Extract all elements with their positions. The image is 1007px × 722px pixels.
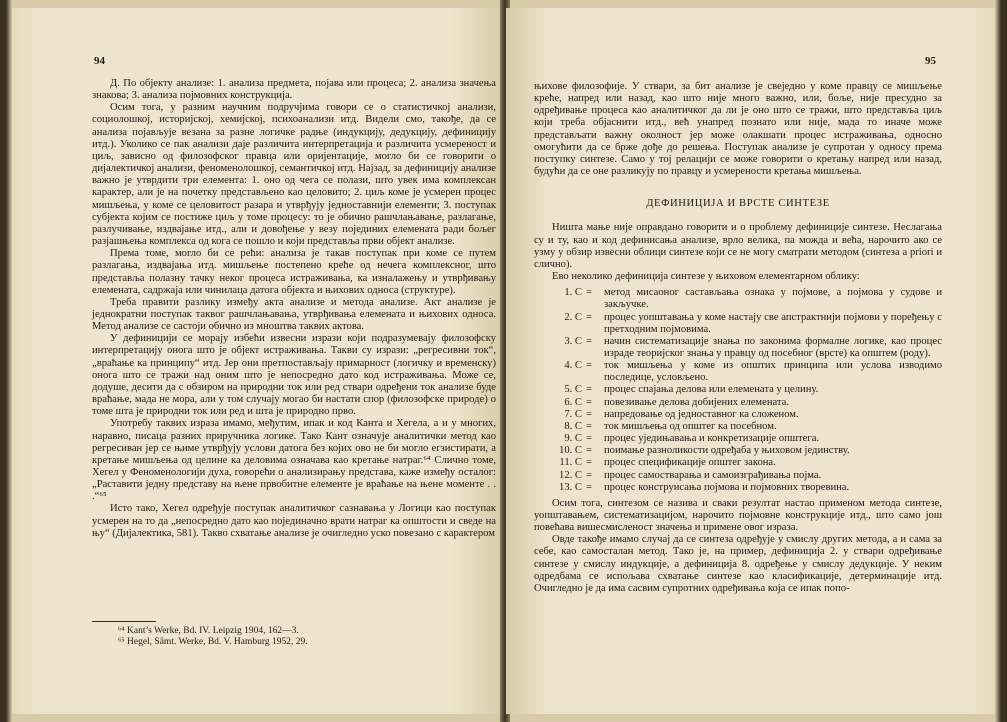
definition-number: 1. С bbox=[564, 287, 582, 299]
paragraph: Треба правити разлику између акта анализе и метода анализе. Акт анализе је једнократни поступак таквог рашчлањавања, утврђивања елемената и њихових односа. Метод анализе се састоји обично из мноштва таквих актова. bbox=[92, 296, 496, 333]
definition-text: процес спајања делова или елемената у целину. bbox=[604, 384, 819, 396]
paragraph: Употребу таквих израза имамо, међутим, ипак и код Канта и Хегела, а и у многих, наравно, писаца разних приручника логике. Тако Кант означује аналитички метод као регресиван јер се њиме утврђују услови датога без којих ово не би могло егзистирати, а кретање мишљења од целине ка деловима означава као кретање натраг.⁶⁴ Слично томе, Хегел у Феноменологији духа, говорећи о анализирању представа, каже између осталог: „Раставити једну представу на њене првобитне елементе је враћање на њене моменте . . .“⁶⁵ bbox=[92, 418, 496, 503]
definition-text: процес уједињавања и конкретизације општега. bbox=[604, 433, 820, 445]
equals-sign: = bbox=[586, 408, 592, 420]
equals-sign: = bbox=[586, 384, 592, 396]
left-page bbox=[12, 8, 504, 714]
definition-number: 3. С bbox=[564, 335, 582, 347]
definition-text: процес конструисања појмова и појмовних творевина. bbox=[604, 481, 850, 493]
definition-text: ток мишљења у коме из општих принципа или услова изводимо последице, условљено. bbox=[604, 360, 942, 384]
definition-text: ток мишљења од општег ка посебном. bbox=[604, 420, 777, 432]
definition-number: 12. С bbox=[559, 469, 582, 481]
definition-item bbox=[534, 384, 942, 396]
definition-text: напредовање од једноставног ка сложеном. bbox=[604, 408, 799, 420]
definition-text: начин систематизације знања по законима формалне логике, као процес израде теоријског знања у правцу од посебног (врсте) ка општем (роду). bbox=[604, 335, 942, 359]
equals-sign: = bbox=[586, 396, 592, 408]
paragraph: У дефиницији се морају избећи извесни изрази који подразумевају филозофску интерпретацију онога што је објект истраживања. Такви су изрази: „регресивни ток“, „враћање ка принципу“ итд. Јер они претпостављају примарност (логичку и временску) онога што се тражи над оним што је непосредно дато код истраживања. Може се, додуше, десити да с обзиром на природни ток или ред ствари одређени ток анализе буде враћање, мада не мора, али у том случају могао би настати спор (филозофске природе) о томе шта је природни ток или ред и шта је природно прво. bbox=[92, 333, 496, 418]
definition-item bbox=[534, 409, 942, 421]
definition-text: процес самостварања и самоизграђивања појма. bbox=[604, 469, 822, 481]
definition-item bbox=[534, 445, 942, 457]
definition-number: 6. С bbox=[564, 396, 582, 408]
equals-sign: = bbox=[586, 481, 592, 493]
paragraph: Ево неколико дефиниција синтезе у њиховом елементарном облику: bbox=[552, 271, 860, 283]
equals-sign: = bbox=[586, 469, 592, 481]
page-number-right: 95 bbox=[925, 55, 936, 67]
equals-sign: = bbox=[586, 457, 592, 469]
definition-number: 11. С bbox=[559, 457, 582, 469]
paragraph: њихове филозофије. У ствари, за бит анализе је свеједно у коме правцу се мишљење креће, напред или назад, као што није много важно, или, боље, није пресудно за одређивање процеса као аналитичког да ли је оно што се тражи, што представља циљ који треба објаснити итд., већ унапред познато или није, мада то иначе може представљати важну околност јер може олакшати процес истраживања, односно омогућити да се брже дође до решења. Поступак анализе је супротан у односу према поступку синтезе. Само у тој релацији се може говорити о кретању напред или назад, будући да се оне разликују по правцу и усмерености кретања мишљења. bbox=[534, 81, 942, 178]
definition-number: 5. С bbox=[564, 384, 582, 396]
paragraph: Овде такође имамо случај да се синтеза одређује у смислу других метода, а и сама за себе, као самосталан метод. Тако је, на пример, дефиниција 2. у ствари одређивање синтезе у смислу индукције, а дефиниција 8. одређење у смислу дедукције. У неким одредбама се испољава схватање синтезе као класификације, детерминације итд. Очигледно је да има сасвим супротних одређивања која се ипак попо- bbox=[534, 534, 942, 594]
definition-text: повезивање делова добијених елемената. bbox=[604, 396, 790, 408]
definition-item bbox=[534, 287, 942, 311]
paragraph: Д. По објекту анализе: 1. анализа предмета, појава или процеса; 2. анализа значења знакова; 3. анализа појмовних конструкција. bbox=[92, 78, 496, 102]
page-number-left: 94 bbox=[94, 55, 105, 67]
footnote: ⁶⁵ Hegel, Sämt. Werke, Bd. V. Hamburg 1952, 29. bbox=[118, 637, 308, 647]
definition-number: 8. С bbox=[564, 420, 582, 432]
definition-item bbox=[534, 433, 942, 445]
definition-number: 13. С bbox=[559, 481, 582, 493]
definition-item bbox=[534, 336, 942, 360]
equals-sign: = bbox=[586, 360, 592, 372]
footnote: ⁶⁴ Kant’s Werke, Bd. IV. Leipzig 1904, 162—3. bbox=[118, 626, 299, 636]
definition-number: 10. С bbox=[559, 445, 582, 457]
equals-sign: = bbox=[586, 433, 592, 445]
equals-sign: = bbox=[586, 445, 592, 457]
definition-text: метод мисаоног састављања ознака у појмове, а појмова у судове и закључке. bbox=[604, 287, 942, 311]
definition-item bbox=[534, 360, 942, 384]
definition-item bbox=[534, 457, 942, 469]
definition-number: 2. С bbox=[564, 311, 582, 323]
equals-sign: = bbox=[586, 311, 592, 323]
definitions-list bbox=[534, 287, 942, 494]
definition-text: поимање разноликости одређаба у њиховом јединству. bbox=[604, 445, 850, 457]
definition-item bbox=[534, 312, 942, 336]
right-page bbox=[506, 8, 995, 714]
equals-sign: = bbox=[586, 420, 592, 432]
paragraph: Осим тога, у разним научним подручјима говори се о статистичкој анализи, социолошкој, историјској, хемијској, психоанализи итд. Видели смо, такође, да се анализа појављује везана за разне логичке радње (индукцију, дедукцију, дефиницију итд.). Уколико се пак анализи даје различита интерпретација и различита усмереност и циљ, зависно од филозофског правца или оријентације, могло би се говорити о дијалектичкој анализи, феноменолошкој, семантичкој итд. Најзад, за дефиницију анализе важно је утврдити три елемента: 1. оно од чега се полази, што увек има комплексан карактер, али је на почетку представљено као целовито; 2. циљ коме је усмерен процес мишљења, у коме се целовитост разара и утврђују једноставнији елементи; 3. поступак субјекта којим се постиже циљ у томе процесу: то је обично рашчлањавање, разлагање, разлучивање, издвајање итд., али и довођење у везу појединих елемената ради бољег разјашњења комплекса од кога се пошло и који представља први објект анализе. bbox=[92, 102, 496, 248]
definition-number: 7. С bbox=[564, 408, 582, 420]
footnotes bbox=[92, 626, 496, 648]
left-page-body bbox=[92, 78, 496, 540]
definition-item bbox=[534, 482, 942, 494]
right-page-body bbox=[534, 81, 942, 595]
definition-text: процес уопштавања у коме настају све апстрактнији појмови у поређењу с претходним појмовима. bbox=[604, 311, 942, 335]
paragraph: Осим тога, синтезом се назива и сваки резултат настао применом метода синтезе, уопштавањем, систематизацијом, нарочито појмовне конструкције итд., што само још повећава вишесмисленост значења и примене овог израза. bbox=[534, 497, 942, 534]
definition-item bbox=[534, 470, 942, 482]
paragraph: Ништа мање није оправдано говорити и о проблему дефиниције синтезе. Неслагања су и ту, као и код дефинисања анализе, врло велика, па можда и већа, нарочито ако се узму у обзир извесни облици синтезе који се не могу сматрати методом (синтеза a priori и слично). bbox=[534, 222, 942, 270]
equals-sign: = bbox=[586, 287, 592, 299]
paragraph: Исто тако, Хегел одређује поступак аналитичког сазнавања у Логици као поступак усмерен на то да „непосредно дато као појединачно врати натраг ка општости и сведе на њу“ (Дијалектика, 581). Такво схватање анализе је очигледно уско повезано с карактером bbox=[92, 503, 496, 539]
equals-sign: = bbox=[586, 335, 592, 347]
footnote-rule bbox=[92, 621, 156, 622]
definition-number: 4. С bbox=[564, 360, 582, 372]
section-heading: ДЕФИНИЦИЈА И ВРСТЕ СИНТЕЗЕ bbox=[646, 198, 830, 210]
definition-item bbox=[534, 397, 942, 409]
definition-text: процес спецификације општег закона. bbox=[604, 457, 776, 469]
definition-number: 9. С bbox=[564, 433, 582, 445]
paragraph: Према томе, могло би се рећи: анализа је такав поступак при коме се путем разлагања, издвајања итд. мишљење постепено креће од нечега комплексног, што представља полазну тачку неког процеса истраживања, ка изналажењу и утврђивању елемената, садржаја или чинилаца датога објекта и њихових односа (структуре). bbox=[92, 248, 496, 296]
definition-item bbox=[534, 421, 942, 433]
